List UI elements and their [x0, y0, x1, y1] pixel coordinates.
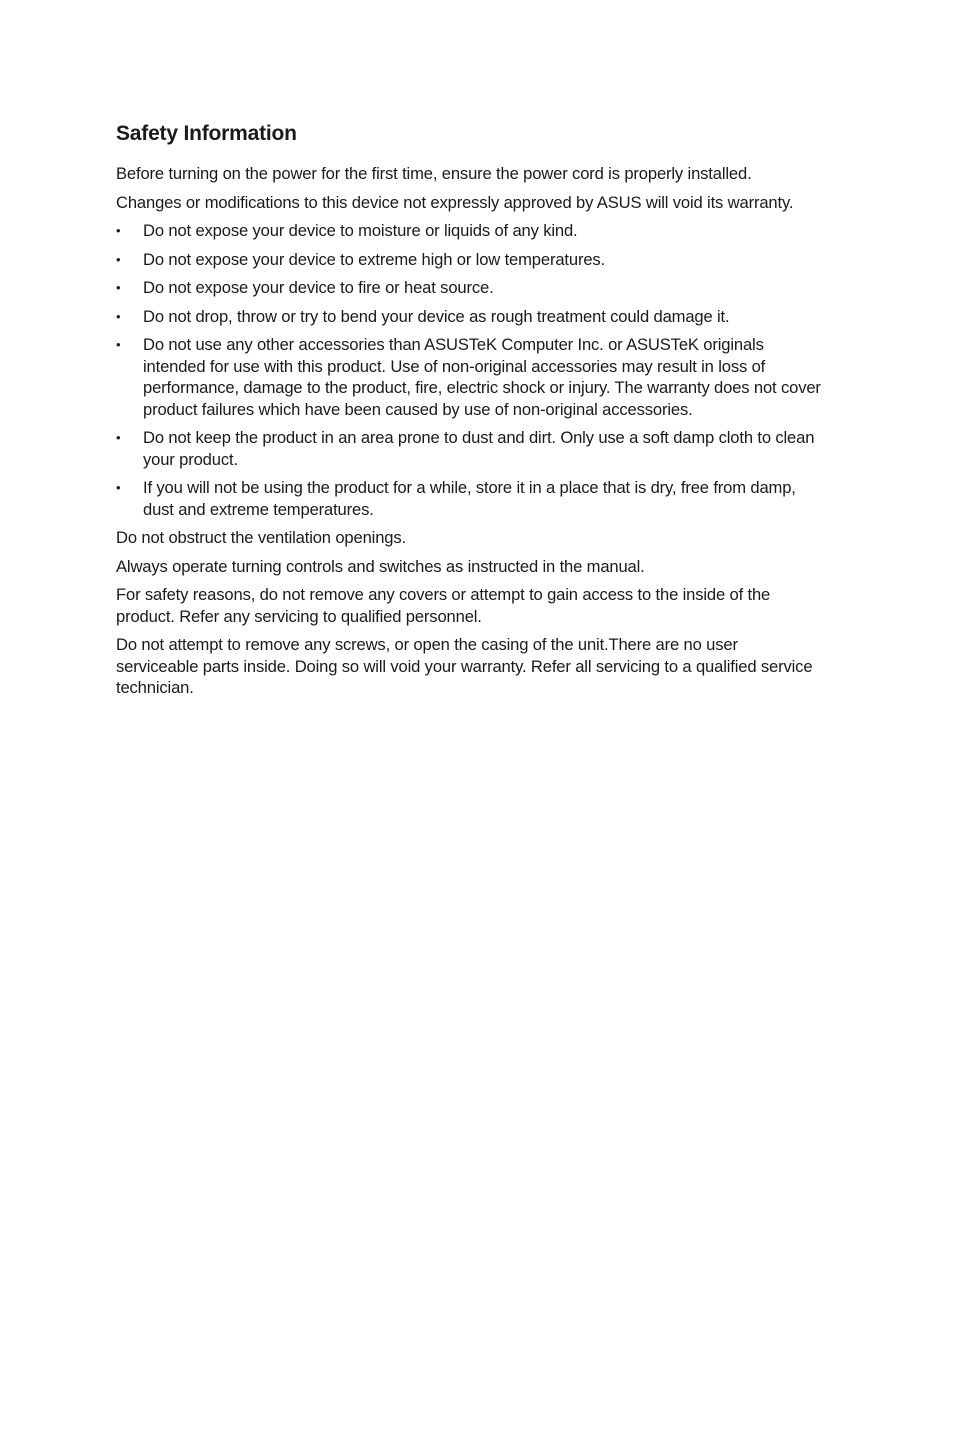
bullet-marker: •: [116, 251, 121, 267]
list-item-text: Do not use any other accessories than ASUSTeK Computer Inc. or ASUSTeK originals intended for use with this product. Use of non-original accessories may result in loss of performance, damage to the product, fire, electric shock or injury. The warranty does not cover product failures which have been caused by use of non-original accessories.: [143, 335, 821, 419]
list-item-text: If you will not be using the product for a while, store it in a place that is dry, free from damp, dust and extreme temperatures.: [143, 478, 796, 519]
list-item: [116, 427, 822, 470]
closing-paragraph: Do not attempt to remove any screws, or open the casing of the unit.There are no user serviceable parts inside. Doing so will void your warranty. Refer all servicing to a qualified service technician.: [116, 635, 813, 697]
intro-paragraph: Before turning on the power for the first time, ensure the power cord is properly installed.: [116, 164, 752, 183]
list-item: [116, 277, 822, 299]
closing-paragraph: Do not obstruct the ventilation openings.: [116, 528, 406, 547]
list-item: [116, 306, 822, 328]
list-item: [116, 249, 822, 271]
bullet-marker: •: [116, 430, 121, 445]
bullet-marker: •: [116, 480, 121, 495]
intro-paragraph: Changes or modifications to this device not expressly approved by ASUS will void its warranty.: [116, 192, 794, 212]
list-item-text: Do not keep the product in an area prone to dust and dirt. Only use a soft damp cloth to clean your product.: [143, 428, 815, 469]
list-item: [116, 220, 822, 242]
list-item-text: Do not drop, throw or try to bend your device as rough treatment could damage it.: [143, 306, 730, 326]
safety-bullet-list: [116, 220, 822, 520]
document-page: [116, 118, 822, 706]
bullet-marker: •: [116, 308, 121, 324]
closing-paragraph: Always operate turning controls and switches as instructed in the manual.: [116, 556, 645, 576]
list-item: [116, 477, 822, 520]
page-title: Safety Information: [116, 122, 297, 145]
list-item-text: Do not expose your device to extreme high or low temperatures.: [143, 249, 606, 269]
bullet-marker: •: [116, 223, 121, 238]
bullet-marker: •: [116, 337, 121, 352]
closing-paragraph: For safety reasons, do not remove any covers or attempt to gain access to the inside of the product. Refer any servicing to qualified personnel.: [116, 585, 771, 626]
bullet-marker: •: [116, 280, 121, 295]
list-item-text: Do not expose your device to fire or heat source.: [143, 278, 494, 297]
list-item: [116, 334, 822, 420]
list-item-text: Do not expose your device to moisture or liquids of any kind.: [143, 221, 578, 240]
